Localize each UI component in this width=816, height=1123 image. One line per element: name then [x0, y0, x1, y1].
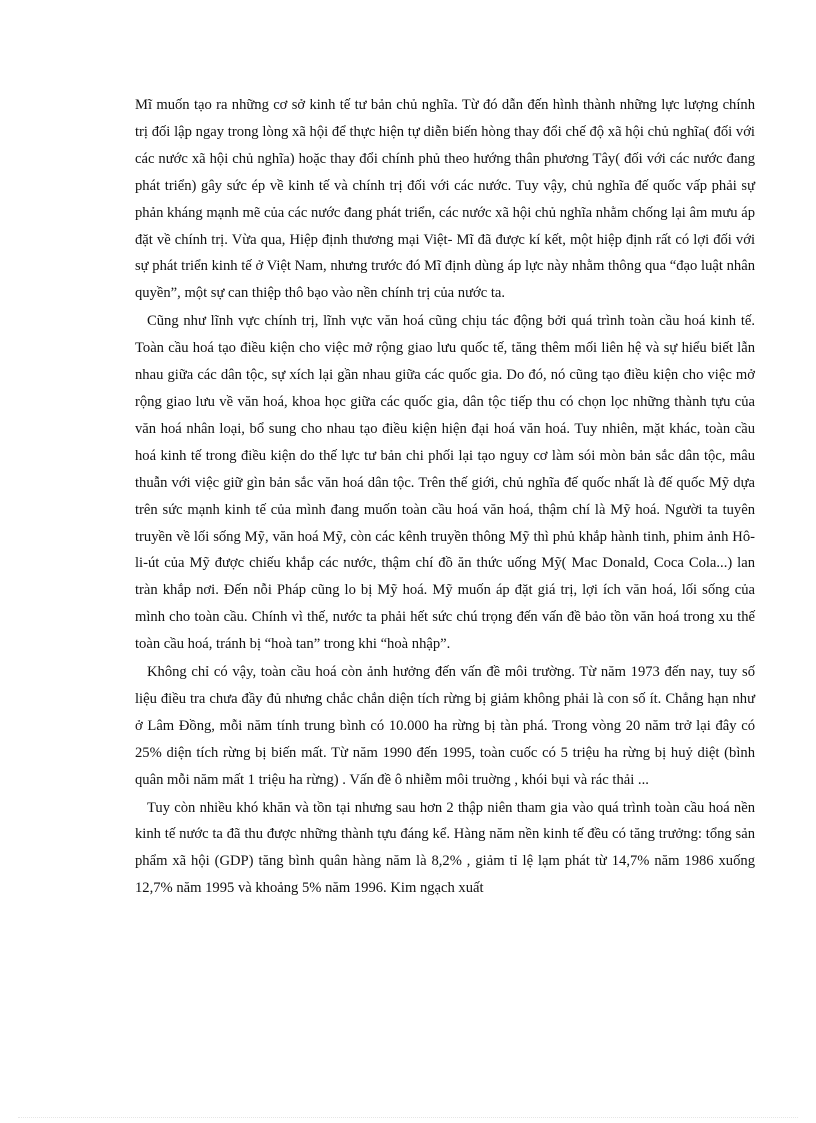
document-body [135, 92, 755, 902]
paragraph-2: Cũng như lĩnh vực chính trị, lĩnh vực văn hoá cũng chịu tác động bởi quá trình toàn cầu hoá kinh tế. Toàn cầu hoá tạo điều kiện cho việc mở rộng giao lưu quốc tế, tăng thêm mối liên hệ và sự hiểu biết lẫn nhau giữa các dân tộc, sự xích lại gần nhau giữa các quốc gia. Do đó, nó cũng tạo điều kiện cho việc mở rộng giao lưu về văn hoá, khoa học giữa các quốc gia, dân tộc tiếp thu có chọn lọc những thành tựu của văn hoá nhân loại, bổ sung cho nhau tạo điều kiện hiện đại hoá văn hoá. Tuy nhiên, mặt khác, toàn cầu hoá kinh tế trong điều kiện do thế lực tư bản chi phối lại tạo nguy cơ làm sói mòn bản sắc dân tộc, mâu thuẫn với việc giữ gìn bản sắc văn hoá dân tộc. Trên thế giới, chủ nghĩa đế quốc nhất là đế quốc Mỹ dựa trên sức mạnh kinh tế của mình đang muốn toàn cầu hoá văn hoá, thậm chí là Mỹ hoá. Người ta tuyên truyền về lối sống Mỹ, văn hoá Mỹ, còn các kênh truyền thông Mỹ thì phủ khắp hành tinh, phim ảnh Hô-li-út của Mỹ được chiếu khắp các nước, thậm chí đồ ăn thức uống Mỹ( Mac Donald, Coca Cola...) lan tràn khắp nơi. Đến nỗi Pháp cũng lo bị Mỹ hoá. Mỹ muốn áp đặt giá trị, lợi ích văn hoá, lối sống của mình cho toàn cầu. Chính vì thế, nước ta phải hết sức chú trọng đến vấn đề bảo tồn văn hoá trong xu thế toàn cầu hoá, tránh bị “hoà tan” trong khi “hoà nhập”. [135, 313, 755, 653]
page-bottom-border [18, 1117, 798, 1118]
paragraph-4: Tuy còn nhiều khó khăn và tồn tại nhưng sau hơn 2 thập niên tham gia vào quá trình toàn cầu hoá nền kinh tế nước ta đã thu được những thành tựu đáng kể. Hàng năm nền kinh tế đều có tăng trưởng: tổng sản phẩm xã hội (GDP) tăng bình quân hàng năm là 8,2% , giảm tỉ lệ lạm phát từ 14,7% năm 1986 xuống 12,7% năm 1995 và khoảng 5% năm 1996. Kim ngạch xuất [135, 799, 755, 897]
paragraph-3: Không chỉ có vậy, toàn cầu hoá còn ảnh hưởng đến vấn đề môi trường. Từ năm 1973 đến nay, tuy số liệu điều tra chưa đầy đủ nhưng chắc chắn diện tích rừng bị giảm không phải là con số ít. Chẳng hạn như ở Lâm Đồng, mỗi năm tính trung bình có 10.000 ha rừng bị tàn phá. Trong vòng 20 năm trở lại đây có 25% diện tích rừng bị biến mất. Từ năm 1990 đến 1995, toàn cuốc có 5 triệu ha rừng bị huỷ diệt (bình quân mỗi năm mất 1 triệu ha rừng) . Vấn đề ô nhiễm môi truờng , khói bụi và rác thải ... [135, 664, 755, 788]
paragraph-1: Mĩ muốn tạo ra những cơ sở kinh tế tư bản chủ nghĩa. Từ đó dẫn đến hình thành những lực lượng chính trị đối lập ngay trong lòng xã hội để thực hiện tự diễn biến hòng thay đổi chế độ xã hội chủ nghĩa( đối với các nước xã hội chủ nghĩa) hoặc thay đổi chính phủ theo hướng thân phương Tây( đối với các nước đang phát triển) gây sức ép về kinh tế và chính trị đối với các nước. Tuy vậy, chủ nghĩa đế quốc vấp phải sự phản kháng mạnh mẽ của các nước đang phát triển, các nước xã hội chủ nghĩa nhằm chống lại âm mưu áp đặt về chính trị. Vừa qua, Hiệp định thương mại Việt- Mĩ đã được kí kết, một hiệp định rất có lợi đối với sự phát triển kinh tế ở Việt Nam, nhưng trước đó Mĩ định dùng áp lực này nhằm thông qua “đạo luật nhân quyền”, một sự can thiệp thô bạo vào nền chính trị của nước ta. [135, 97, 755, 302]
